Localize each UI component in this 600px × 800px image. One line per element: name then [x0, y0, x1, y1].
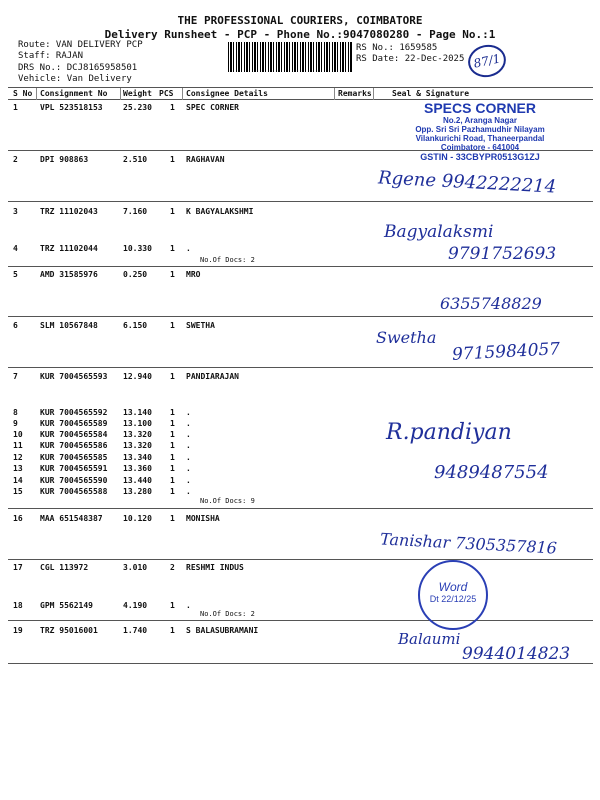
row-weight: 2.510	[123, 155, 148, 164]
row-weight: 10.120	[123, 514, 152, 523]
row-consignment-no: SLM 10567848	[40, 321, 98, 330]
col-header-remarks: Remarks	[338, 89, 372, 98]
row-consignment-no: KUR 7004565584	[40, 430, 108, 439]
company-stamp	[380, 100, 580, 162]
row-consignment-no: AMD 31585976	[40, 270, 98, 279]
signature-row-3: Bagyalaksmi	[384, 222, 494, 242]
page-mark-handwritten: 87/1	[465, 41, 509, 80]
col-header-seal: Seal & Signature	[392, 89, 470, 98]
row-divider	[8, 266, 593, 267]
row-weight: 1.740	[123, 626, 148, 635]
row-divider	[8, 508, 593, 509]
row-sno: 4	[13, 244, 18, 253]
route-label: Route: VAN DELIVERY PCP	[18, 40, 143, 50]
row-consignee: MONISHA	[186, 514, 220, 523]
row-sno: 5	[13, 270, 18, 279]
row-consignee: SPEC CORNER	[186, 103, 239, 112]
row-consignee: .	[186, 441, 191, 450]
row-weight: 13.140	[123, 408, 152, 417]
col-header-consignee: Consignee Details	[186, 89, 268, 98]
row-consignee: PANDIARAJAN	[186, 372, 239, 381]
row-pcs: 1	[170, 321, 175, 330]
row-pcs: 1	[170, 372, 175, 381]
row-weight: 3.010	[123, 563, 148, 572]
row-consignee: .	[186, 464, 191, 473]
row-sno: 12	[13, 453, 23, 462]
seal-text: Word	[438, 580, 468, 594]
row-weight: 12.940	[123, 372, 152, 381]
row-sno: 14	[13, 476, 23, 485]
docs-count-note: No.Of Docs: 9	[200, 497, 255, 505]
row-consignee: .	[186, 408, 191, 417]
row-pcs: 1	[170, 476, 175, 485]
row-divider	[8, 201, 593, 202]
row-consignee: .	[186, 487, 191, 496]
row-sno: 19	[13, 626, 23, 635]
signature-row-2: Rgene 9942222214	[377, 167, 557, 198]
row-pcs: 1	[170, 514, 175, 523]
row-weight: 6.150	[123, 321, 148, 330]
row-sno: 10	[13, 430, 23, 439]
signature-row-7: R.pandiyan	[386, 420, 512, 445]
vehicle-label: Vehicle: Van Delivery	[18, 74, 132, 84]
stamp-line: Coimbatore - 641004	[440, 143, 520, 152]
stamp-name: SPECS CORNER	[423, 100, 537, 116]
row-consignment-no: VPL 523518153	[40, 103, 103, 112]
row-pcs: 1	[170, 626, 175, 635]
row-consignee: .	[186, 419, 191, 428]
row-consignment-no: KUR 7004565590	[40, 476, 108, 485]
col-divider	[334, 88, 335, 100]
row-sno: 18	[13, 601, 23, 610]
col-divider	[36, 88, 37, 100]
row-sno: 11	[13, 441, 23, 450]
rs-number: RS No.: 1659585	[356, 43, 438, 53]
row-consignment-no: CGL 113972	[40, 563, 89, 572]
signature-row-5-phone: 6355748829	[440, 294, 542, 313]
row-consignee: SWETHA	[186, 321, 215, 330]
row-consignment-no: KUR 7004565585	[40, 453, 108, 462]
signature-row-6-phone: 9715984057	[451, 339, 561, 365]
signature-row-16: Tanishar 7305357816	[379, 529, 558, 558]
row-consignment-no: GPM 5562149	[40, 601, 93, 610]
runsheet-subtitle: Delivery Runsheet - PCP - Phone No.:9047080280 - Page No.:1	[104, 28, 496, 41]
stamp-gstin: GSTIN - 33CBYPR0513G1ZJ	[420, 152, 540, 162]
row-sno: 15	[13, 487, 23, 496]
col-header-weight: Weight	[123, 89, 152, 98]
col-header-consignment: Consignment No	[40, 89, 108, 98]
row-divider	[8, 620, 593, 621]
row-sno: 16	[13, 514, 23, 523]
row-weight: 4.190	[123, 601, 148, 610]
row-pcs: 1	[170, 601, 175, 610]
row-sno: 13	[13, 464, 23, 473]
col-header-pcs: PCS	[159, 89, 174, 98]
row-pcs: 1	[170, 103, 175, 112]
row-weight: 0.250	[123, 270, 148, 279]
row-weight: 25.230	[123, 103, 152, 112]
row-consignee: K BAGYALAKSHMI	[186, 207, 254, 216]
row-sno: 2	[13, 155, 18, 164]
col-header-sno: S No	[13, 89, 33, 98]
row-pcs: 1	[170, 430, 175, 439]
signature-row-4-phone: 9791752693	[448, 244, 557, 264]
row-consignment-no: KUR 7004565592	[40, 408, 108, 417]
row-weight: 13.360	[123, 464, 152, 473]
row-pcs: 1	[170, 464, 175, 473]
table-top-border	[8, 87, 593, 88]
row-consignee: .	[186, 430, 191, 439]
row-sno: 3	[13, 207, 18, 216]
row-pcs: 1	[170, 207, 175, 216]
row-pcs: 1	[170, 487, 175, 496]
stamp-line: Opp. Sri Sri Pazhamudhir Nilayam	[415, 125, 545, 134]
row-consignee: .	[186, 476, 191, 485]
row-consignee: .	[186, 453, 191, 462]
row-pcs: 1	[170, 419, 175, 428]
drs-label: DRS No.: DCJ8165958501	[18, 63, 138, 73]
row-consignee: S BALASUBRAMANI	[186, 626, 259, 635]
row-sno: 1	[13, 103, 18, 112]
row-consignee: MRO	[186, 270, 201, 279]
row-weight: 13.340	[123, 453, 152, 462]
row-sno: 17	[13, 563, 23, 572]
row-pcs: 1	[170, 244, 175, 253]
row-sno: 8	[13, 408, 18, 417]
staff-label: Staff: RAJAN	[18, 51, 84, 61]
signature-row-19: Balaumi	[398, 630, 461, 648]
signature-row-8-phone: 9489487554	[434, 462, 549, 483]
row-pcs: 1	[170, 270, 175, 279]
col-divider	[373, 88, 374, 100]
row-consignee: RAGHAVAN	[186, 155, 225, 164]
row-weight: 13.320	[123, 430, 152, 439]
barcode-image	[228, 42, 352, 72]
col-divider	[120, 88, 121, 100]
stamp-line: Vilankurichi Road, Thaneerpandal	[415, 134, 545, 143]
row-divider	[8, 559, 593, 560]
row-weight: 13.280	[123, 487, 152, 496]
seal-date: Dt 22/12/25	[429, 594, 477, 604]
row-weight: 13.320	[123, 441, 152, 450]
row-weight: 7.160	[123, 207, 148, 216]
row-consignee: .	[186, 244, 191, 253]
row-consignment-no: KUR 7004565591	[40, 464, 108, 473]
row-consignment-no: DPI 908863	[40, 155, 89, 164]
row-sno: 9	[13, 419, 18, 428]
rs-date: RS Date: 22-Dec-2025	[356, 54, 465, 64]
row-pcs: 1	[170, 441, 175, 450]
row-pcs: 1	[170, 155, 175, 164]
row-weight: 13.440	[123, 476, 152, 485]
row-sno: 7	[13, 372, 18, 381]
row-sno: 6	[13, 321, 18, 330]
row-pcs: 1	[170, 408, 175, 417]
row-consignee: .	[186, 601, 191, 610]
row-consignment-no: TRZ 11102044	[40, 244, 98, 253]
stamp-line: No.2, Aranga Nagar	[443, 116, 517, 125]
row-weight: 13.100	[123, 419, 152, 428]
row-consignment-no: KUR 7004565593	[40, 372, 108, 381]
row-divider	[8, 316, 593, 317]
row-consignment-no: MAA 651548387	[40, 514, 103, 523]
row-divider	[8, 367, 593, 368]
signature-row-6: Swetha	[376, 328, 437, 347]
row-consignee: RESHMI INDUS	[186, 563, 244, 572]
row-weight: 10.330	[123, 244, 152, 253]
row-consignment-no: KUR 7004565586	[40, 441, 108, 450]
row-consignment-no: TRZ 11102043	[40, 207, 98, 216]
row-consignment-no: KUR 7004565588	[40, 487, 108, 496]
row-pcs: 2	[170, 563, 175, 572]
row-consignment-no: TRZ 95016001	[40, 626, 98, 635]
company-title: THE PROFESSIONAL COURIERS, COIMBATORE	[177, 14, 423, 27]
docs-count-note: No.Of Docs: 2	[200, 610, 255, 618]
round-seal-stamp	[418, 560, 488, 630]
docs-count-note: No.Of Docs: 2	[200, 256, 255, 264]
row-consignment-no: KUR 7004565589	[40, 419, 108, 428]
signature-row-19-phone: 9944014823	[462, 644, 571, 664]
row-pcs: 1	[170, 453, 175, 462]
col-divider	[182, 88, 183, 100]
